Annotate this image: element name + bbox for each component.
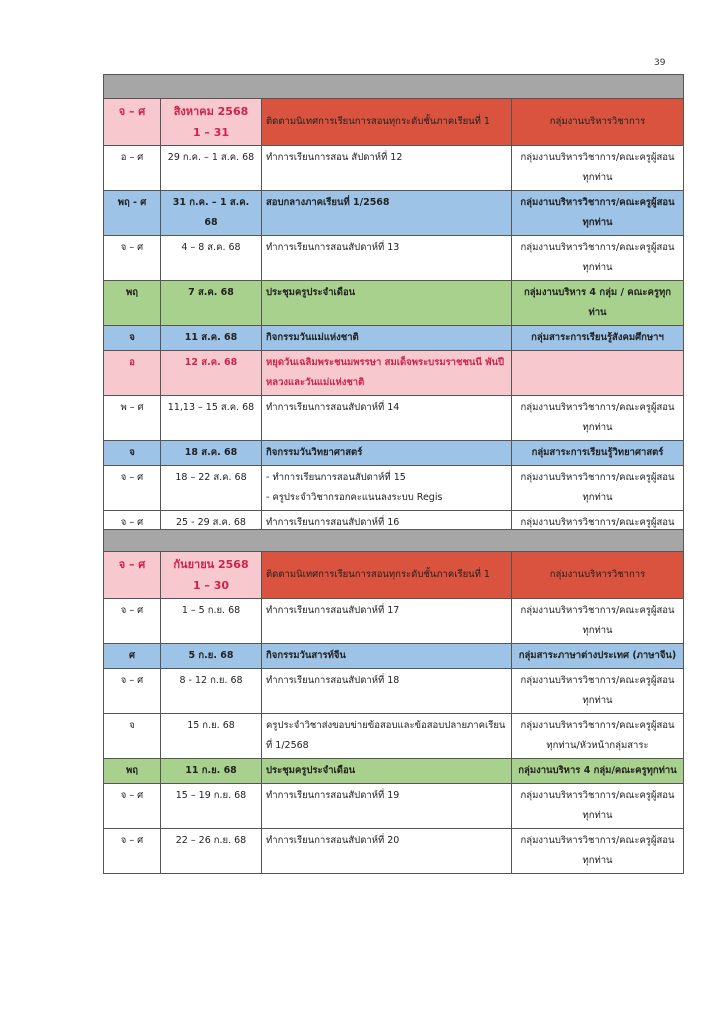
owner-cell: กลุ่มสาระภาษาต่างประเทศ (ภาษาจีน)	[512, 644, 684, 669]
title-cell: ติดตามนิเทศการเรียนการสอนทุกระดับชั้นภาคเรียนที่ 1	[262, 99, 512, 146]
date-cell: 7 ส.ค. 68	[161, 281, 262, 326]
date-cell: 5 ก.ย. 68	[161, 644, 262, 669]
date-cell: 11 ก.ย. 68	[161, 759, 262, 784]
table-row	[104, 351, 684, 396]
days-cell: จ – ศ	[104, 669, 161, 714]
table-row	[104, 441, 684, 466]
owner-cell: กลุ่มงานบริหารวิชาการ/คณะครูผู้สอนทุกท่าน	[512, 191, 684, 236]
month-cell	[161, 99, 262, 146]
owner-cell: กลุ่มงานบริหารวิชาการ/คณะครูผู้สอนทุกท่าน/หัวหน้ากลุ่มสาระ	[512, 714, 684, 759]
activity-cell: ทำการเรียนการสอนสัปดาห์ที่ 13	[262, 236, 512, 281]
activity-line: - ครูประจำวิชากรอกคะแนนลงระบบ Regis	[266, 492, 443, 503]
owner-cell: กลุ่มงานบริหารวิชาการ/คณะครูผู้สอนทุกท่าน	[512, 599, 684, 644]
activity-cell: กิจกรรมวันแม่แห่งชาติ	[262, 326, 512, 351]
date-cell: 31 ก.ค. – 1 ส.ค. 68	[161, 191, 262, 236]
owner-cell	[512, 351, 684, 396]
table-row	[104, 191, 684, 236]
month-label: สิงหาคม 2568	[173, 105, 249, 118]
days-cell: จ – ศ	[104, 466, 161, 511]
table-row	[104, 669, 684, 714]
september-schedule-table	[103, 529, 684, 874]
date-cell: 22 – 26 ก.ย. 68	[161, 829, 262, 874]
owner-cell: กลุ่มงานบริหารวิชาการ/คณะครูผู้สอน	[512, 511, 684, 556]
owner-cell: กลุ่มงานบริหารวิชาการ/คณะครูผู้สอนทุกท่าน	[512, 669, 684, 714]
group-cell: กลุ่มงานบริหารวิชาการ	[512, 552, 684, 599]
date-cell: 4 – 8 ส.ค. 68	[161, 236, 262, 281]
august-schedule-table	[103, 74, 684, 556]
table-row	[104, 599, 684, 644]
days-cell: จ – ศ	[104, 236, 161, 281]
table-row	[104, 326, 684, 351]
days-cell: พฤ	[104, 281, 161, 326]
date-cell: 15 – 19 ก.ย. 68	[161, 784, 262, 829]
activity-cell: ประชุมครูประจำเดือน	[262, 759, 512, 784]
owner-cell: กลุ่มงานบริหารวิชาการ/คณะครูผู้สอนทุกท่าน	[512, 146, 684, 191]
date-cell: 18 ส.ค. 68	[161, 441, 262, 466]
activity-cell: กิจกรรมวันวิทยาศาสตร์	[262, 441, 512, 466]
date-cell: 8 - 12 ก.ย. 68	[161, 669, 262, 714]
owner-cell: กลุ่มสาระการเรียนรู้สังคมศึกษาฯ	[512, 326, 684, 351]
owner-cell: กลุ่มงานบริหารวิชาการ/คณะครูผู้สอนทุกท่าน	[512, 236, 684, 281]
days-cell: พฤ - ศ	[104, 191, 161, 236]
table-row	[104, 396, 684, 441]
days-cell: จ	[104, 441, 161, 466]
days-cell: จ	[104, 714, 161, 759]
owner-cell: กลุ่มงานบริหารวิชาการ/คณะครูผู้สอนทุกท่าน	[512, 396, 684, 441]
days-cell: จ – ศ	[104, 784, 161, 829]
table-row	[104, 236, 684, 281]
owner-cell: กลุ่มสาระการเรียนรู้วิทยาศาสตร์	[512, 441, 684, 466]
date-cell: 11,13 – 15 ส.ค. 68	[161, 396, 262, 441]
month-header-row	[104, 99, 684, 146]
activity-cell: ทำการเรียนการสอนสัปดาห์ที่ 20	[262, 829, 512, 874]
table-row	[104, 759, 684, 784]
month-label: กันยายน 2568	[173, 558, 249, 571]
date-cell: 1 – 5 ก.ย. 68	[161, 599, 262, 644]
day-range-cell: จ – ศ	[104, 552, 161, 599]
activity-cell: ทำการเรียนการสอนสัปดาห์ที่ 19	[262, 784, 512, 829]
date-cell: 25 - 29 ส.ค. 68	[161, 511, 262, 556]
group-cell: กลุ่มงานบริหารวิชาการ	[512, 99, 684, 146]
owner-cell: กลุ่มงานบริหาร 4 กลุ่ม/คณะครูทุกท่าน	[512, 759, 684, 784]
days-cell: อ – ศ	[104, 146, 161, 191]
activity-cell: ทำการเรียนการสอนสัปดาห์ที่ 14	[262, 396, 512, 441]
month-cell	[161, 552, 262, 599]
table-row	[104, 829, 684, 874]
table-row	[104, 714, 684, 759]
activity-cell: กิจกรรมวันสารท์จีน	[262, 644, 512, 669]
activity-cell: ทำการเรียนการสอน สัปดาห์ที่ 12	[262, 146, 512, 191]
days-cell: อ	[104, 351, 161, 396]
owner-cell: กลุ่มงานบริหารวิชาการ/คณะครูผู้สอนทุกท่าน	[512, 784, 684, 829]
days-cell: จ – ศ	[104, 511, 161, 556]
section-divider	[104, 75, 684, 99]
title-cell: ติดตามนิเทศการเรียนการสอนทุกระดับชั้นภาคเรียนที่ 1	[262, 552, 512, 599]
days-cell: จ – ศ	[104, 829, 161, 874]
activity-cell	[262, 466, 512, 511]
activity-cell: สอบกลางภาคเรียนที่ 1/2568	[262, 191, 512, 236]
owner-cell: กลุ่มงานบริหารวิชาการ/คณะครูผู้สอนทุกท่าน	[512, 829, 684, 874]
activity-cell: ทำการเรียนการสอนสัปดาห์ที่ 17	[262, 599, 512, 644]
date-cell: 15 ก.ย. 68	[161, 714, 262, 759]
table-row	[104, 281, 684, 326]
month-header-row	[104, 552, 684, 599]
days-cell: จ	[104, 326, 161, 351]
days-cell: จ – ศ	[104, 599, 161, 644]
day-range-cell: จ – ศ	[104, 99, 161, 146]
days-cell: ศ	[104, 644, 161, 669]
date-cell: 12 ส.ค. 68	[161, 351, 262, 396]
table-row	[104, 784, 684, 829]
owner-cell: กลุ่มงานบริหารวิชาการ/คณะครูผู้สอนทุกท่าน	[512, 466, 684, 511]
owner-cell: กลุ่มงานบริหาร 4 กลุ่ม / คณะครูทุกท่าน	[512, 281, 684, 326]
table-row	[104, 644, 684, 669]
days-cell: พฤ	[104, 759, 161, 784]
days-cell: พ – ศ	[104, 396, 161, 441]
activity-line: - ทำการเรียนการสอนสัปดาห์ที่ 15	[266, 472, 406, 483]
activity-cell: ทำการเรียนการสอนสัปดาห์ที่ 16	[262, 511, 512, 556]
section-divider	[104, 530, 684, 552]
date-span: 1 – 30	[192, 579, 230, 592]
page-number: 39	[654, 58, 666, 68]
date-cell: 11 ส.ค. 68	[161, 326, 262, 351]
activity-cell: หยุดวันเฉลิมพระชนมพรรษา สมเด็จพระบรมราชชนนี พันปีหลวงและวันแม่แห่งชาติ	[262, 351, 512, 396]
table-row	[104, 466, 684, 511]
table-row	[104, 146, 684, 191]
date-span: 1 – 31	[192, 126, 230, 139]
date-cell: 18 – 22 ส.ค. 68	[161, 466, 262, 511]
date-cell: 29 ก.ค. – 1 ส.ค. 68	[161, 146, 262, 191]
activity-cell: ประชุมครูประจำเดือน	[262, 281, 512, 326]
activity-cell: ทำการเรียนการสอนสัปดาห์ที่ 18	[262, 669, 512, 714]
activity-cell: ครูประจำวิชาส่งขอบข่ายข้อสอบและข้อสอบปลายภาคเรียนที่ 1/2568	[262, 714, 512, 759]
